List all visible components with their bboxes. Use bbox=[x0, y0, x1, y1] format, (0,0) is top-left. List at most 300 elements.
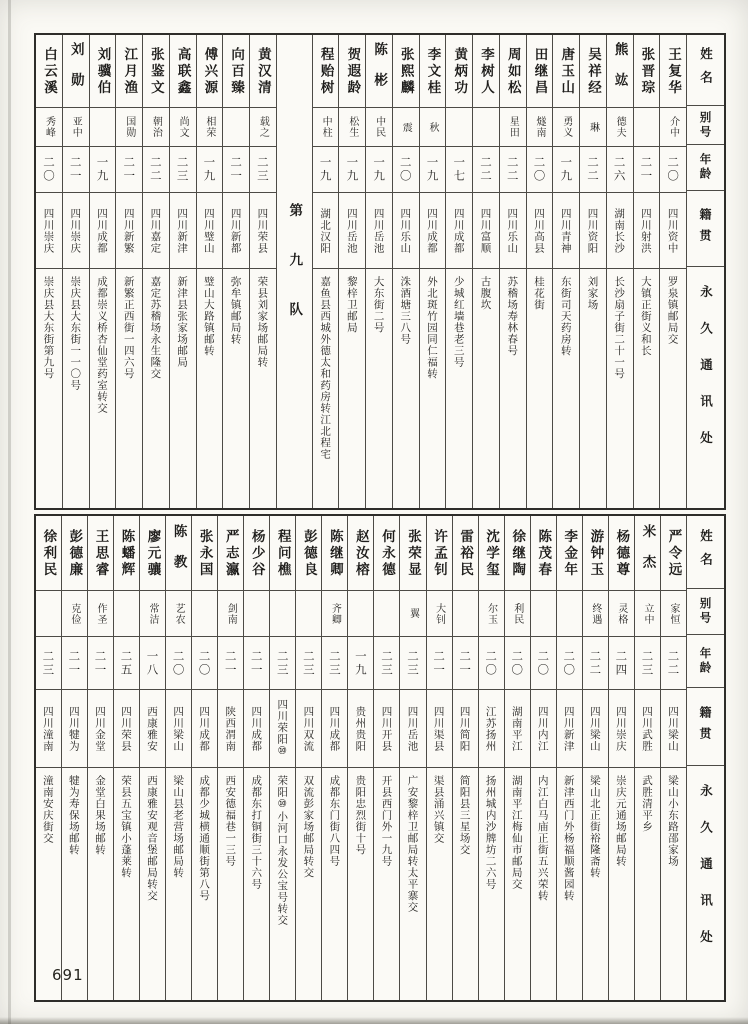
person-address: 西安德福巷一三号 bbox=[218, 767, 243, 991]
person-native: 四川简阳 bbox=[453, 689, 478, 767]
person-column bbox=[87, 516, 113, 1000]
person-column bbox=[249, 35, 276, 508]
person-alias: 克俭 bbox=[62, 590, 87, 636]
person-column bbox=[36, 35, 62, 508]
person-native: 湖南平江 bbox=[505, 689, 530, 767]
person-address: 少城红墙巷老三号 bbox=[446, 268, 472, 499]
person-alias: 星田 bbox=[500, 107, 526, 146]
person-age: 二二 bbox=[500, 146, 526, 192]
person-age: 二〇 bbox=[557, 636, 582, 689]
person-column bbox=[165, 516, 191, 1000]
person-address: 崇庆县大东街第九号 bbox=[36, 268, 62, 499]
person-alias: 尔玉 bbox=[479, 590, 504, 636]
person-age: 二〇 bbox=[531, 636, 556, 689]
person-name: 江月渔 bbox=[121, 47, 138, 97]
person-address: 新津县张家场邮局 bbox=[170, 268, 196, 499]
person-alias: 终遇 bbox=[583, 590, 608, 636]
person-column bbox=[659, 35, 686, 508]
person-alias bbox=[634, 107, 660, 146]
person-age: 二〇 bbox=[660, 146, 686, 192]
person-name: 彭德廉 bbox=[66, 529, 83, 579]
person-address: 成都崇义桥杏仙堂药室转交 bbox=[90, 268, 116, 499]
person-age: 一九 bbox=[553, 146, 579, 192]
person-address: 罗泉镇邮局交 bbox=[660, 268, 686, 499]
person-address: 金堂白果场邮转 bbox=[88, 767, 113, 991]
person-address: 弥牟镇邮局转 bbox=[223, 268, 249, 499]
person-name: 徐继陶 bbox=[509, 529, 526, 579]
person-column bbox=[478, 516, 504, 1000]
person-column bbox=[222, 35, 249, 508]
person-name: 黄炳功 bbox=[451, 47, 468, 97]
person-native: 四川成都 bbox=[446, 192, 472, 268]
person-alias: 亚中 bbox=[63, 107, 89, 146]
person-age: 二三 bbox=[296, 636, 321, 689]
person-age: 一九 bbox=[197, 146, 223, 192]
header-label-age: 年龄 bbox=[687, 144, 724, 190]
person-column bbox=[338, 35, 365, 508]
person-alias bbox=[557, 590, 582, 636]
person-address: 崇庆元通场邮局转 bbox=[609, 767, 634, 991]
person-age: 二二 bbox=[580, 146, 606, 192]
person-native: 四川岳池 bbox=[339, 192, 365, 268]
person-column bbox=[89, 35, 116, 508]
person-age: 二三 bbox=[250, 146, 276, 192]
person-native: 四川射洪 bbox=[634, 192, 660, 268]
person-age: 一九 bbox=[313, 146, 339, 192]
person-age: 二二 bbox=[583, 636, 608, 689]
person-alias: 中柱 bbox=[313, 107, 339, 146]
person-address: 嘉鱼县西城外德太和药房转江北程宅 bbox=[313, 268, 339, 499]
person-alias bbox=[446, 107, 472, 146]
person-alias: 齐卿 bbox=[322, 590, 347, 636]
person-address: 双流彭家场邮局转交 bbox=[296, 767, 321, 991]
person-name: 王复华 bbox=[665, 47, 682, 97]
person-alias bbox=[90, 107, 116, 146]
scan-gutter-line bbox=[8, 0, 11, 1024]
person-address: 璧山大路镇邮转 bbox=[197, 268, 223, 499]
person-name: 程贻树 bbox=[317, 47, 334, 97]
person-name: 熊竑 bbox=[611, 41, 628, 103]
person-age: 二三 bbox=[400, 636, 425, 689]
person-column bbox=[269, 516, 295, 1000]
person-age: 二一 bbox=[427, 636, 452, 689]
person-name: 陈教 bbox=[170, 523, 187, 585]
person-name: 张鉴文 bbox=[147, 47, 164, 97]
person-address: 东街司天药房转 bbox=[553, 268, 579, 499]
person-age: 二二 bbox=[661, 636, 686, 689]
person-address: 湖南平江梅仙市邮局交 bbox=[505, 767, 530, 991]
person-age: 一九 bbox=[90, 146, 116, 192]
person-name: 贺遐龄 bbox=[344, 47, 361, 97]
person-native: 四川岳池 bbox=[366, 192, 392, 268]
person-native: 西康雅安 bbox=[140, 689, 165, 767]
person-address: 成都少城横通顺街第八号 bbox=[192, 767, 217, 991]
person-column bbox=[196, 35, 223, 508]
person-alias bbox=[192, 590, 217, 636]
person-column bbox=[295, 516, 321, 1000]
header-label-alias: 别号 bbox=[687, 105, 724, 144]
person-alias bbox=[270, 590, 295, 636]
person-age: 一九 bbox=[339, 146, 365, 192]
person-name: 李金年 bbox=[561, 529, 578, 579]
person-native: 陕西渭南 bbox=[218, 689, 243, 767]
person-address: 刘家场 bbox=[580, 268, 606, 499]
person-column bbox=[634, 516, 660, 1000]
person-alias: 中民 bbox=[366, 107, 392, 146]
person-age: 二一 bbox=[223, 146, 249, 192]
person-name: 张晋琮 bbox=[638, 47, 655, 97]
person-native: 四川荣县 bbox=[250, 192, 276, 268]
person-age: 二〇 bbox=[505, 636, 530, 689]
person-column bbox=[36, 516, 61, 1000]
header-label-native: 籍贯 bbox=[687, 190, 724, 266]
person-alias: 翼 bbox=[400, 590, 425, 636]
person-native: 四川高县 bbox=[527, 192, 553, 268]
person-alias: 作圣 bbox=[88, 590, 113, 636]
person-age: 二〇 bbox=[393, 146, 419, 192]
roster-tables bbox=[34, 33, 726, 1002]
person-address: 苏稽场寿林春号 bbox=[500, 268, 526, 499]
person-alias: 利民 bbox=[505, 590, 530, 636]
person-alias: 松生 bbox=[339, 107, 365, 146]
person-address: 新津西门外杨福顺酱园转 bbox=[557, 767, 582, 991]
person-address: 新繁正西街一四六号 bbox=[116, 268, 142, 499]
person-native: 四川崇庆 bbox=[63, 192, 89, 268]
person-column bbox=[419, 35, 446, 508]
person-age: 二一 bbox=[88, 636, 113, 689]
person-age: 二二 bbox=[143, 146, 169, 192]
person-column bbox=[452, 516, 478, 1000]
person-native: 四川成都 bbox=[192, 689, 217, 767]
person-address: 黎梓卫邮局 bbox=[339, 268, 365, 499]
person-native: 四川青神 bbox=[553, 192, 579, 268]
person-column bbox=[579, 35, 606, 508]
person-name: 米杰 bbox=[639, 523, 656, 585]
person-name: 李树人 bbox=[478, 47, 494, 97]
person-column bbox=[608, 516, 634, 1000]
person-alias: 剑南 bbox=[218, 590, 243, 636]
person-alias: 载之 bbox=[250, 107, 276, 146]
person-age: 二三 bbox=[36, 636, 61, 689]
person-column bbox=[556, 516, 582, 1000]
person-name: 周如松 bbox=[504, 47, 521, 97]
person-native: 四川渠县 bbox=[427, 689, 452, 767]
person-name: 杨少谷 bbox=[248, 529, 265, 579]
person-native: 四川资阳 bbox=[580, 192, 606, 268]
person-address: 大镇正街义和长 bbox=[634, 268, 660, 499]
person-age: 二一 bbox=[634, 146, 660, 192]
person-alias: 勇义 bbox=[553, 107, 579, 146]
person-address: 潼南安庆街交 bbox=[36, 767, 61, 991]
person-native: 四川嘉定 bbox=[143, 192, 169, 268]
person-age: 二一 bbox=[62, 636, 87, 689]
person-native: 四川金堂 bbox=[88, 689, 113, 767]
person-alias bbox=[244, 590, 269, 636]
person-address: 内江白马庙正街五兴荣转 bbox=[531, 767, 556, 991]
person-name: 傅兴源 bbox=[201, 47, 218, 97]
person-native: 四川成都 bbox=[90, 192, 116, 268]
header-label-name: 姓名 bbox=[698, 528, 714, 576]
person-alias bbox=[453, 590, 478, 636]
person-address: 梁山小东路邵家场 bbox=[661, 767, 686, 991]
person-alias: 常洁 bbox=[140, 590, 165, 636]
person-age: 二〇 bbox=[36, 146, 62, 192]
person-age: 二一 bbox=[63, 146, 89, 192]
person-native: 江苏扬州 bbox=[479, 689, 504, 767]
person-name: 彭德良 bbox=[300, 529, 317, 579]
person-name: 赵汝榕 bbox=[352, 529, 369, 579]
person-name: 唐玉山 bbox=[558, 47, 575, 97]
person-column bbox=[499, 35, 526, 508]
person-address: 古腹坎 bbox=[473, 268, 499, 499]
person-age: 二〇 bbox=[479, 636, 504, 689]
person-native: 四川梁山 bbox=[661, 689, 686, 767]
person-address: 长沙扇子街二十一号 bbox=[607, 268, 633, 499]
person-name: 黄汉清 bbox=[254, 47, 271, 97]
person-name: 何永德 bbox=[378, 529, 395, 579]
person-address: 荣县五宝镇小蓬莱转 bbox=[114, 767, 139, 991]
person-address: 崇庆县大东街一一〇号 bbox=[63, 268, 89, 499]
person-address: 梁山县老营场邮局转 bbox=[166, 767, 191, 991]
page-number: 691 bbox=[52, 966, 84, 984]
person-native: 四川内江 bbox=[531, 689, 556, 767]
person-address: 成都东打铜街三十六号 bbox=[244, 767, 269, 991]
person-name: 许孟钊 bbox=[431, 529, 448, 579]
person-column bbox=[392, 35, 419, 508]
person-age: 二三 bbox=[374, 636, 399, 689]
person-native: 湖北汉阳 bbox=[313, 192, 339, 268]
person-alias bbox=[223, 107, 249, 146]
person-alias: 国勋 bbox=[116, 107, 142, 146]
header-label-age: 年龄 bbox=[687, 634, 724, 687]
person-alias: 艺农 bbox=[166, 590, 191, 636]
person-age: 二四 bbox=[609, 636, 634, 689]
person-native: 四川富顺 bbox=[473, 192, 499, 268]
person-column bbox=[115, 35, 142, 508]
person-column bbox=[312, 35, 339, 508]
person-column bbox=[445, 35, 472, 508]
person-name: 向百臻 bbox=[228, 47, 245, 97]
scan-edge-shadow bbox=[0, 1017, 748, 1024]
person-address: 贵阳忠烈街十号 bbox=[348, 767, 373, 991]
person-name: 高联鑫 bbox=[174, 47, 191, 97]
person-name: 张荣显 bbox=[405, 529, 422, 579]
person-column bbox=[426, 516, 452, 1000]
person-column bbox=[504, 516, 530, 1000]
person-name: 刘骥伯 bbox=[94, 47, 111, 97]
header-label-native: 籍贯 bbox=[687, 687, 724, 765]
person-column bbox=[62, 35, 89, 508]
person-address: 简阳县三星场交 bbox=[453, 767, 478, 991]
person-column bbox=[321, 516, 347, 1000]
person-column bbox=[113, 516, 139, 1000]
person-address: 梁山北正街裕隆斋转 bbox=[583, 767, 608, 991]
person-alias: 大钊 bbox=[427, 590, 452, 636]
person-name: 廖元骧 bbox=[144, 529, 161, 579]
person-alias: 秋 bbox=[420, 107, 446, 146]
attribute-header-column bbox=[686, 35, 724, 508]
person-age: 二一 bbox=[244, 636, 269, 689]
person-column bbox=[191, 516, 217, 1000]
squad-label-column bbox=[276, 35, 312, 508]
person-native: 四川荣县 bbox=[114, 689, 139, 767]
person-name: 张永国 bbox=[196, 529, 213, 579]
person-native: 四川双流 bbox=[296, 689, 321, 767]
person-name: 张熙麟 bbox=[397, 47, 414, 97]
person-age: 二三 bbox=[322, 636, 347, 689]
person-name: 田继昌 bbox=[531, 47, 548, 97]
attribute-header-column bbox=[686, 516, 724, 1000]
person-column bbox=[606, 35, 633, 508]
person-native: 四川崇庆 bbox=[36, 192, 62, 268]
person-alias bbox=[531, 590, 556, 636]
person-age: 二五 bbox=[114, 636, 139, 689]
person-age: 二三 bbox=[170, 146, 196, 192]
person-native: 四川璧山 bbox=[197, 192, 223, 268]
person-column bbox=[472, 35, 499, 508]
person-column bbox=[243, 516, 269, 1000]
person-column bbox=[552, 35, 579, 508]
person-native: 四川资中 bbox=[660, 192, 686, 268]
person-age: 一八 bbox=[140, 636, 165, 689]
person-name: 雷裕民 bbox=[457, 529, 474, 579]
person-name: 徐利民 bbox=[40, 529, 57, 579]
person-address: 成都东门街八四号 bbox=[322, 767, 347, 991]
person-name: 王思睿 bbox=[92, 529, 109, 579]
person-native: 四川梁山 bbox=[583, 689, 608, 767]
person-address: 嘉定苏稽场永生隆交 bbox=[143, 268, 169, 499]
person-age: 二一 bbox=[453, 636, 478, 689]
person-name: 陈继卿 bbox=[326, 529, 343, 579]
person-native: 四川武胜 bbox=[635, 689, 660, 767]
header-label-name: 姓名 bbox=[698, 46, 714, 94]
person-native: 四川成都 bbox=[244, 689, 269, 767]
person-alias bbox=[114, 590, 139, 636]
person-native: 四川新津 bbox=[170, 192, 196, 268]
person-name: 陈蟠辉 bbox=[118, 529, 135, 579]
person-name: 陈彬 bbox=[371, 41, 388, 103]
person-alias: 燧南 bbox=[527, 107, 553, 146]
person-age: 一九 bbox=[348, 636, 373, 689]
person-column bbox=[399, 516, 425, 1000]
person-native: 四川潼南 bbox=[36, 689, 61, 767]
person-alias: 灵格 bbox=[609, 590, 634, 636]
person-name: 沈学玺 bbox=[483, 529, 500, 579]
person-alias bbox=[374, 590, 399, 636]
person-address: 外北斑竹园同仁福转 bbox=[420, 268, 446, 499]
person-native: 四川成都 bbox=[420, 192, 446, 268]
person-column bbox=[582, 516, 608, 1000]
person-name: 吴祥经 bbox=[584, 47, 601, 97]
person-address: 桂花街 bbox=[527, 268, 553, 499]
person-column bbox=[365, 35, 392, 508]
squad-label: 第九队 bbox=[286, 203, 303, 352]
person-address: 犍为寿保场邮转 bbox=[62, 767, 87, 991]
person-native: 四川新都 bbox=[223, 192, 249, 268]
person-column bbox=[530, 516, 556, 1000]
person-native: 四川乐山 bbox=[500, 192, 526, 268]
person-alias bbox=[473, 107, 499, 146]
person-alias: 尚文 bbox=[170, 107, 196, 146]
person-native: 四川成都 bbox=[322, 689, 347, 767]
person-column bbox=[61, 516, 87, 1000]
person-column bbox=[373, 516, 399, 1000]
person-alias: 相荣 bbox=[197, 107, 223, 146]
person-native: 四川犍为 bbox=[62, 689, 87, 767]
person-native: 四川梁山 bbox=[166, 689, 191, 767]
person-address: 渠县涌兴镇交 bbox=[427, 767, 452, 991]
person-alias: 朝治 bbox=[143, 107, 169, 146]
person-column bbox=[660, 516, 686, 1000]
person-age: 二一 bbox=[218, 636, 243, 689]
person-address: 西康雅安观音堡邮局转交 bbox=[140, 767, 165, 991]
person-column bbox=[139, 516, 165, 1000]
person-age: 二三 bbox=[270, 636, 295, 689]
person-column bbox=[142, 35, 169, 508]
person-name: 游钟玉 bbox=[587, 529, 604, 579]
person-age: 二一 bbox=[116, 146, 142, 192]
person-age: 二〇 bbox=[527, 146, 553, 192]
person-age: 二〇 bbox=[166, 636, 191, 689]
header-label-address: 永久通讯处 bbox=[687, 765, 724, 1000]
person-alias: 秀峰 bbox=[36, 107, 62, 146]
person-age: 二六 bbox=[607, 146, 633, 192]
person-name: 严志瀛 bbox=[222, 529, 239, 579]
person-alias: 立中 bbox=[635, 590, 660, 636]
person-alias bbox=[296, 590, 321, 636]
person-column bbox=[347, 516, 373, 1000]
person-native: 四川乐山 bbox=[393, 192, 419, 268]
person-native: 贵州贵阳 bbox=[348, 689, 373, 767]
person-age: 二二 bbox=[473, 146, 499, 192]
person-address: 荣阳⑩小河口永发公宝号转交 bbox=[270, 767, 295, 991]
person-native: 四川新繁 bbox=[116, 192, 142, 268]
header-label-alias: 别号 bbox=[687, 588, 724, 634]
person-age: 一九 bbox=[366, 146, 392, 192]
person-age: 二〇 bbox=[192, 636, 217, 689]
person-native: 四川新津 bbox=[557, 689, 582, 767]
person-address: 武胜清平乡 bbox=[635, 767, 660, 991]
person-alias: 家恒 bbox=[661, 590, 686, 636]
person-column bbox=[169, 35, 196, 508]
person-address: 洙酒塘三八号 bbox=[393, 268, 419, 499]
person-native: 四川崇庆 bbox=[609, 689, 634, 767]
person-address: 开县西门外一九号 bbox=[374, 767, 399, 991]
person-native: 四川开县 bbox=[374, 689, 399, 767]
person-age: 二三 bbox=[635, 636, 660, 689]
person-age: 一七 bbox=[446, 146, 472, 192]
person-name: 陈茂春 bbox=[535, 529, 552, 579]
person-address: 大东街二号 bbox=[366, 268, 392, 499]
person-alias: 介中 bbox=[660, 107, 686, 146]
person-alias bbox=[36, 590, 61, 636]
person-alias: 德夫 bbox=[607, 107, 633, 146]
person-native: 四川荣阳⑩ bbox=[270, 689, 295, 767]
person-name: 李文桂 bbox=[424, 47, 441, 97]
person-alias: 震 bbox=[393, 107, 419, 146]
person-address: 广安黎梓卫邮局转太平寨交 bbox=[400, 767, 425, 991]
person-native: 四川岳池 bbox=[400, 689, 425, 767]
roster-table-top bbox=[34, 33, 726, 510]
person-name: 严令远 bbox=[665, 529, 682, 579]
person-alias bbox=[348, 590, 373, 636]
header-label-address: 永久通讯处 bbox=[687, 266, 724, 508]
roster-table-bottom bbox=[34, 514, 726, 1002]
person-name: 杨德尊 bbox=[613, 529, 630, 579]
person-name: 程问樵 bbox=[274, 529, 291, 579]
person-age: 一九 bbox=[420, 146, 446, 192]
person-address: 扬州城内沙牌坊二六号 bbox=[479, 767, 504, 991]
